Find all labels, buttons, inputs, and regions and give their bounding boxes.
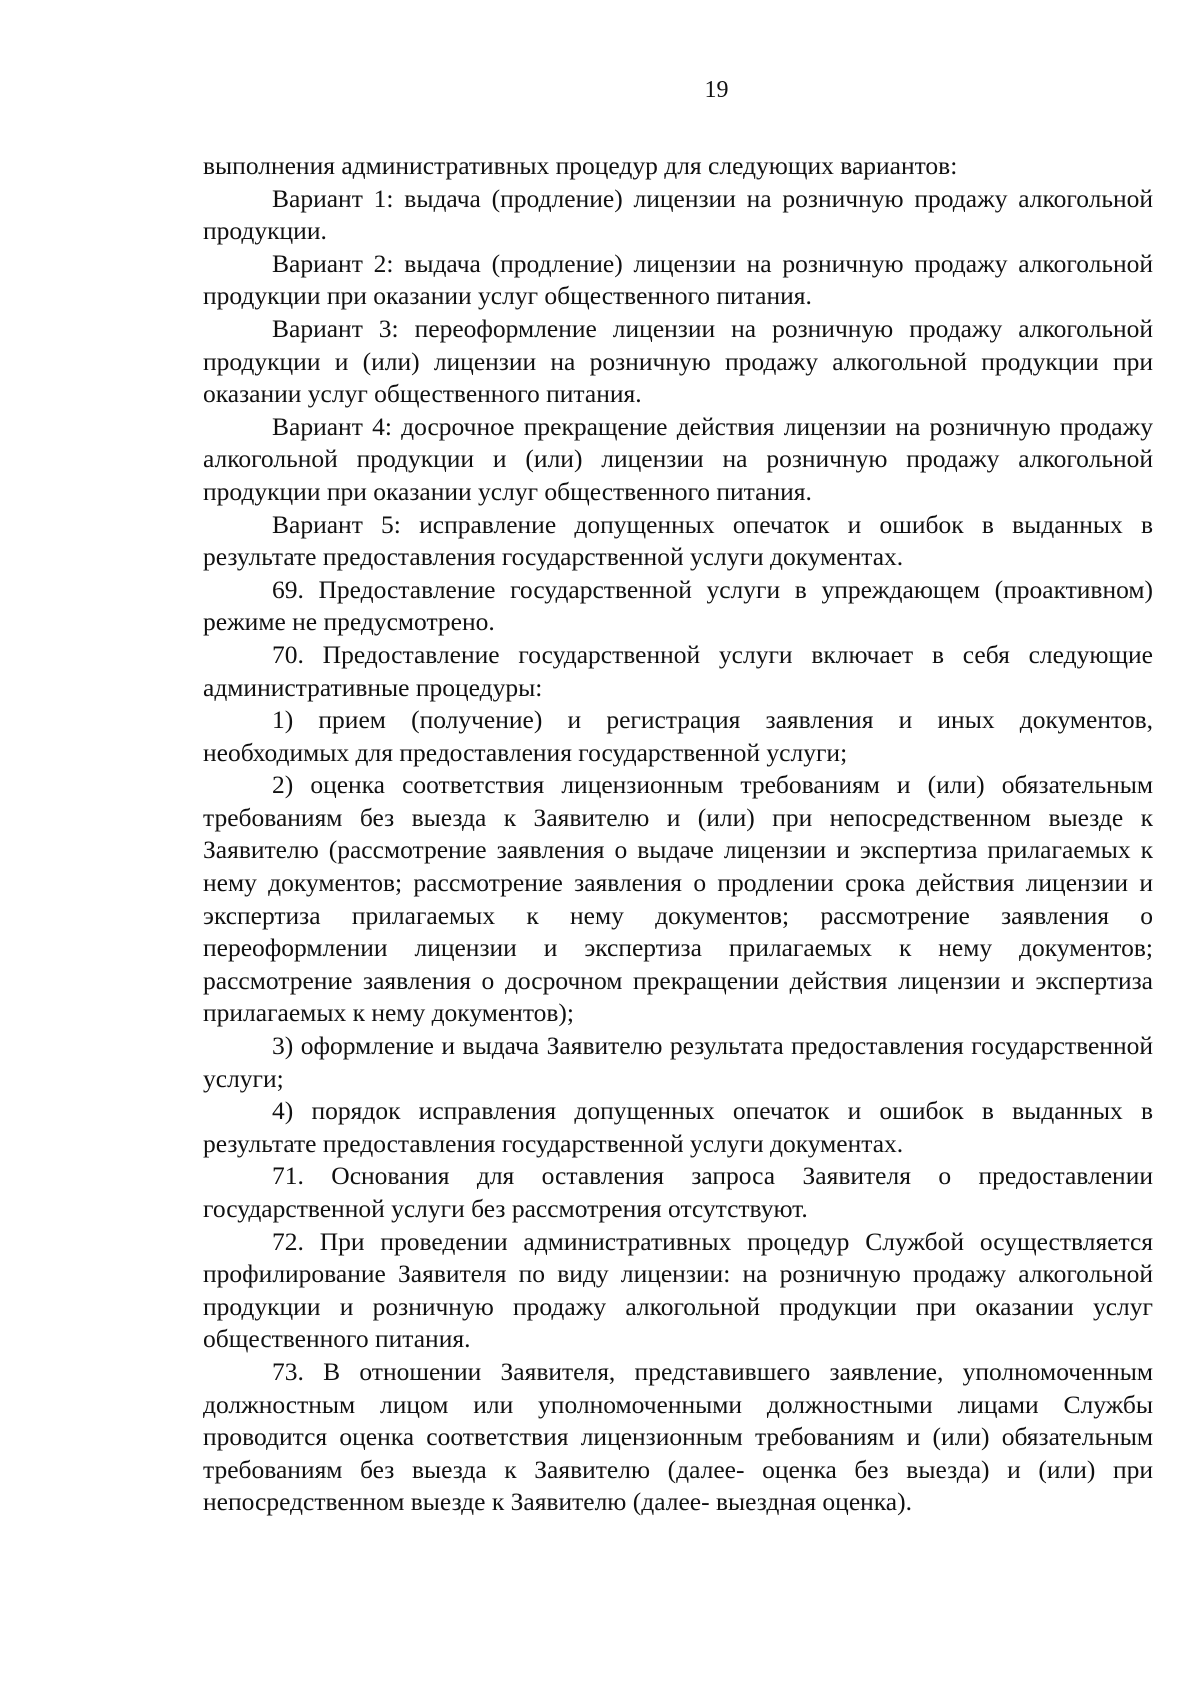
paragraph-variant-2: Вариант 2: выдача (продление) лицензии на розничную продажу алкогольной продукции при оказании услуг общественного питания. bbox=[203, 248, 1153, 311]
list-item-2: 2) оценка соответствия лицензионным требованиям и (или) обязательным требованиям без выезда к Заявителю и (или) при непосредственном выезде к Заявителю (рассмотрение заявления о выдаче лицензии и экспертиза прилагаемых к нему документов; рассмотрение заявления о продлении срока действия лицензии и экспертиза прилагаемых к нему документов; рассмотрение заявления о переоформлении лицензии и экспертиза прилагаемых к нему документов; рассмотрение заявления о досрочном прекращении действия лицензии и экспертиза прилагаемых к нему документов); bbox=[203, 770, 1153, 1028]
list-item-4: 4) порядок исправления допущенных опечаток и ошибок в выданных в результате предоставления государственной услуги документах. bbox=[203, 1096, 1153, 1158]
paragraph-variant-4: Вариант 4: досрочное прекращение действия лицензии на розничную продажу алкогольной продукции и (или) лицензии на розничную продажу алкогольной продукции при оказании услуг общественного питания. bbox=[203, 411, 1153, 506]
paragraph-73: 73. В отношении Заявителя, представившего заявление, уполномоченным должностным лицом или уполномоченными должностными лицами Службы проводится оценка соответствия лицензионным требованиям и (или) обязательным требованиям без выезда к Заявителю (далее- оценка без выезда) и (или) при непосредственном выезде к Заявителю (далее- выездная оценка). bbox=[203, 1356, 1153, 1517]
list-item-3: 3) оформление и выдача Заявителю результата предоставления государственной услуги; bbox=[203, 1031, 1153, 1093]
paragraph-continuation: выполнения административных процедур для следующих вариантов: bbox=[203, 151, 958, 180]
paragraph-variant-5: Вариант 5: исправление допущенных опечаток и ошибок в выданных в результате предоставления государственной услуги документах. bbox=[203, 509, 1153, 572]
paragraph-72: 72. При проведении административных процедур Службой осуществляется профилирование Заявителя по виду лицензии: на розничную продажу алкогольной продукции и розничную продажу алкогольной продукции при оказании услуг общественного питания. bbox=[203, 1226, 1153, 1354]
paragraph-variant-3: Вариант 3: переоформление лицензии на розничную продажу алкогольной продукции и (или) лицензии на розничную продажу алкогольной продукции при оказании услуг общественного питания. bbox=[203, 313, 1153, 409]
document-body bbox=[203, 150, 1153, 1519]
paragraph-variant-1: Вариант 1: выдача (продление) лицензии на розничную продажу алкогольной продукции. bbox=[203, 183, 1153, 246]
list-item-1: 1) прием (получение) и регистрация заявления и иных документов, необходимых для предоставления государственной услуги; bbox=[203, 705, 1153, 767]
paragraph-70: 70. Предоставление государственной услуги включает в себя следующие административные процедуры: bbox=[203, 639, 1153, 702]
paragraph-69: 69. Предоставление государственной услуги в упреждающем (проактивном) режиме не предусмотрено. bbox=[203, 574, 1153, 637]
page-number: 19 bbox=[704, 77, 729, 103]
paragraph-71: 71. Основания для оставления запроса Заявителя о предоставлении государственной услуги без рассмотрения отсутствуют. bbox=[203, 1161, 1153, 1223]
